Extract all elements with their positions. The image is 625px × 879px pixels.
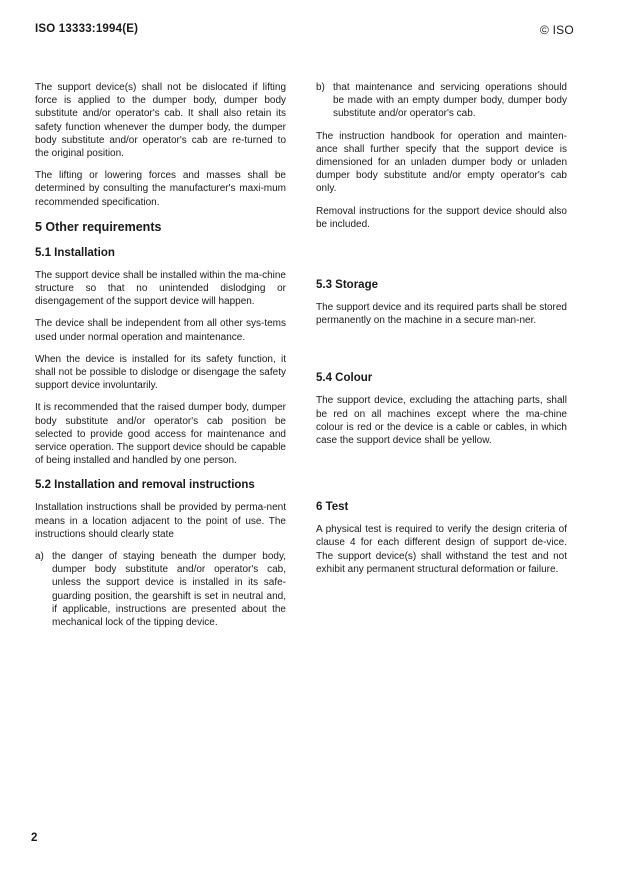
- left-paragraph-2: The lifting or lowering forces and masses shall be determined by consulting the manufacturer's maxi-mum recommended specification.: [35, 170, 286, 208]
- list-item-a-text: the danger of staying beneath the dumper body, dumper body substitute and/or operator's cab, unless the support device is installed in its safe-guarding position, the gearshift is set in neutral and, if applicable, instructions are presented about the mechanical lock of the tipping device.: [52, 551, 286, 629]
- right-paragraph-2: Removal instructions for the support device should also be included.: [316, 205, 567, 230]
- left-paragraph-6: It is recommended that the raised dumper body, dumper body substitute and/or operator's cab position be selected to provide good access for maintenance and service operation. The support device should be capable of being installed and handled by one person.: [35, 402, 286, 467]
- list-item-a-label: a): [35, 551, 44, 563]
- section-6-heading: 6 Test: [316, 501, 349, 514]
- right-paragraph-3: The support device and its required parts shall be stored permanently on the machine in a secure man-ner.: [316, 302, 567, 327]
- left-paragraph-3: The support device shall be installed within the ma-chine structure so that no unintended dislodging or disengagement of the support device will happen.: [35, 269, 286, 308]
- list-item-b-text: that maintenance and servicing operations should be made with an empty dumper body, dumper body substitute and/or operator's cab.: [333, 82, 567, 120]
- right-paragraph-1: The instruction handbook for operation and mainten-ance shall further specify that the support device is dimensioned for an unladen dumper body or unladen dumper body substitute and/or empty operator's cab only.: [316, 130, 567, 195]
- standard-number: ISO 13333:1994(E): [35, 23, 139, 35]
- section-5-heading: 5 Other requirements: [35, 219, 162, 234]
- section-5-1-heading: 5.1 Installation: [35, 246, 115, 259]
- section-5-2-heading: 5.2 Installation and removal instructions: [35, 479, 255, 492]
- right-paragraph-4: The support device, excluding the attaching parts, shall be red on all machines except where the ma-chine colour is red or the device is a cable or cables, in which case the support device shall be yellow.: [316, 395, 567, 447]
- left-paragraph-4: The device shall be independent from all other sys-tems used under normal operation and maintenance.: [35, 318, 286, 343]
- list-item-a: [35, 550, 286, 629]
- right-column: [316, 81, 567, 576]
- section-5-3-heading: 5.3 Storage: [316, 279, 378, 292]
- page-number: 2: [31, 832, 38, 844]
- left-column: [35, 81, 286, 629]
- left-paragraph-1: The support device(s) shall not be dislocated if lifting force is applied to the dumper body, dumper body substitute and/or operator's cab. It shall also retain its safety function whenever the dumper body, the dumper body substitute and/or operator's cab are re-turned to the original position.: [35, 82, 286, 160]
- left-paragraph-7: Installation instructions shall be provided by perma-nent means in a location adjacent to the point of use. The instructions should clearly state: [35, 502, 286, 540]
- iso-copyright-mark: © ISO: [540, 23, 574, 37]
- right-paragraph-5: A physical test is required to verify the design criteria of clause 4 for each different design of support de-vice. The support device(s) shall withstand the test and not exhibit any permanent structural deformation or failure.: [316, 524, 567, 575]
- list-item-b: [316, 81, 567, 121]
- left-paragraph-5: When the device is installed for its safety function, it shall not be possible to dislodge or disengage the safety support device involuntarily.: [35, 353, 286, 392]
- section-5-4-heading: 5.4 Colour: [316, 372, 373, 385]
- list-item-b-label: b): [316, 82, 325, 93]
